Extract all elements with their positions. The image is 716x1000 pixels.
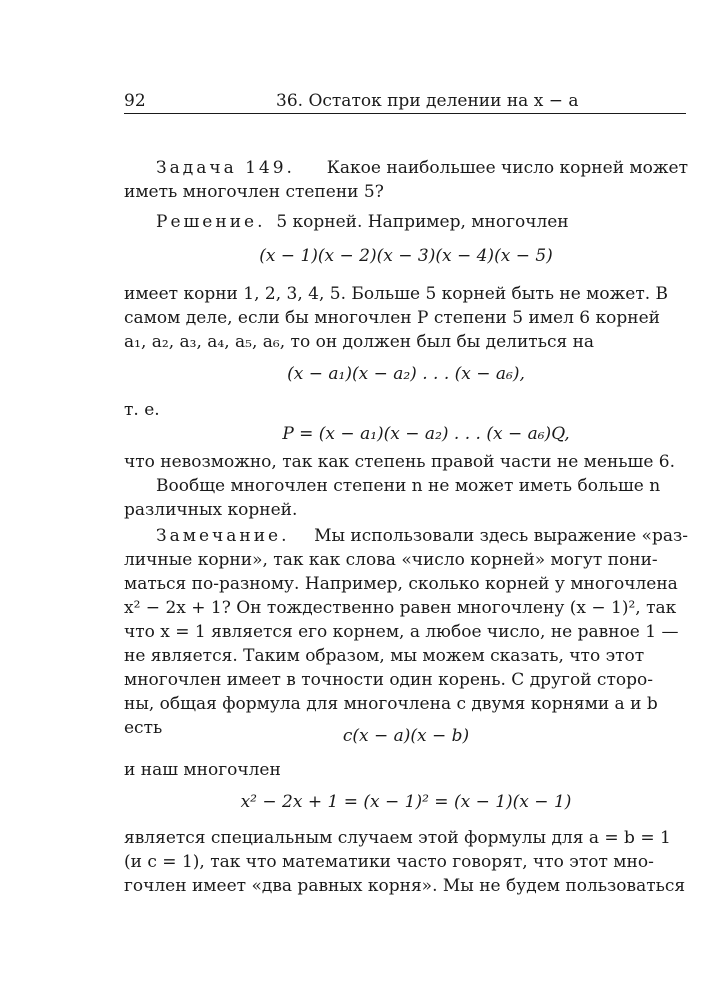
text-line: гочлен имеет «два равных корня». Мы не будем пользоваться (124, 876, 686, 896)
text-line: маться по-разному. Например, сколько корней у многочлена (124, 574, 678, 594)
solution-label: Решение. (156, 212, 266, 232)
text-line: и наш многочлен (124, 760, 281, 780)
text-line: Вообще многочлен степени n не может иметь больше n (156, 476, 661, 496)
remark-label: Замечание. (156, 526, 290, 546)
problem-text-line: Какое наибольшее число корней может (326, 158, 688, 178)
formula-square: x² − 2x + 1 = (x − 1)² = (x − 1)(x − 1) (240, 792, 572, 812)
formula-p-equals: P = (x − a₁)(x − a₂) . . . (x − a₆)Q, (282, 424, 570, 444)
problem-paragraph (124, 156, 688, 204)
text-line: (и c = 1), так что математики часто говорят, что этот мно- (124, 852, 654, 872)
solution-text-line: 5 корней. Например, многочлен (276, 212, 569, 232)
ie-line (124, 398, 688, 422)
text-line: личные корни», так как слова «число корней» могут пони- (124, 550, 658, 570)
text-line: что невозможно, так как степень правой части не меньше 6. (124, 452, 676, 472)
text-line: что x = 1 является его корнем, а любое число, не равное 1 — (124, 622, 679, 642)
problem-text-line: иметь многочлен степени 5? (124, 182, 384, 202)
problem-label: Задача 149. (156, 158, 295, 178)
text-line: a₁, a₂, a₃, a₄, a₅, a₆, то он должен был бы делиться на (124, 332, 595, 352)
text-line: Мы использовали здесь выражение «раз- (314, 526, 688, 546)
remark-paragraph (124, 524, 688, 740)
text-line: самом деле, если бы многочлен P степени 5 имел 6 корней (124, 308, 660, 328)
text-line: т. е. (124, 400, 160, 420)
page-number: 92 (124, 91, 146, 111)
text-line: x² − 2x + 1? Он тождественно равен многочлену (x − 1)², так (124, 598, 677, 618)
formula-c-product: c(x − a)(x − b) (342, 726, 470, 746)
formula-product-six: (x − a₁)(x − a₂) . . . (x − a₆), (287, 364, 525, 384)
solution-conclusion (124, 450, 688, 522)
text-line: не является. Таким образом, мы можем сказать, что этот (124, 646, 645, 666)
page-header (124, 91, 686, 114)
text-line: различных корней. (124, 500, 298, 520)
text-line: ны, общая формула для многочлена с двумя корнями a и b (124, 694, 658, 714)
text-line: есть (124, 718, 163, 738)
text-line: многочлен имеет в точности один корень. С другой сторо- (124, 670, 653, 690)
solution-intro (124, 210, 688, 234)
solution-paragraph (124, 282, 688, 354)
running-head: 36. Остаток при делении на x − a (276, 91, 579, 111)
text-line: является специальным случаем этой формулы для a = b = 1 (124, 828, 671, 848)
text-line: имеет корни 1, 2, 3, 4, 5. Больше 5 корней быть не может. В (124, 284, 669, 304)
remark-ending (124, 826, 688, 898)
remark-line (124, 758, 688, 782)
formula-product-five: (x − 1)(x − 2)(x − 3)(x − 4)(x − 5) (259, 246, 553, 266)
